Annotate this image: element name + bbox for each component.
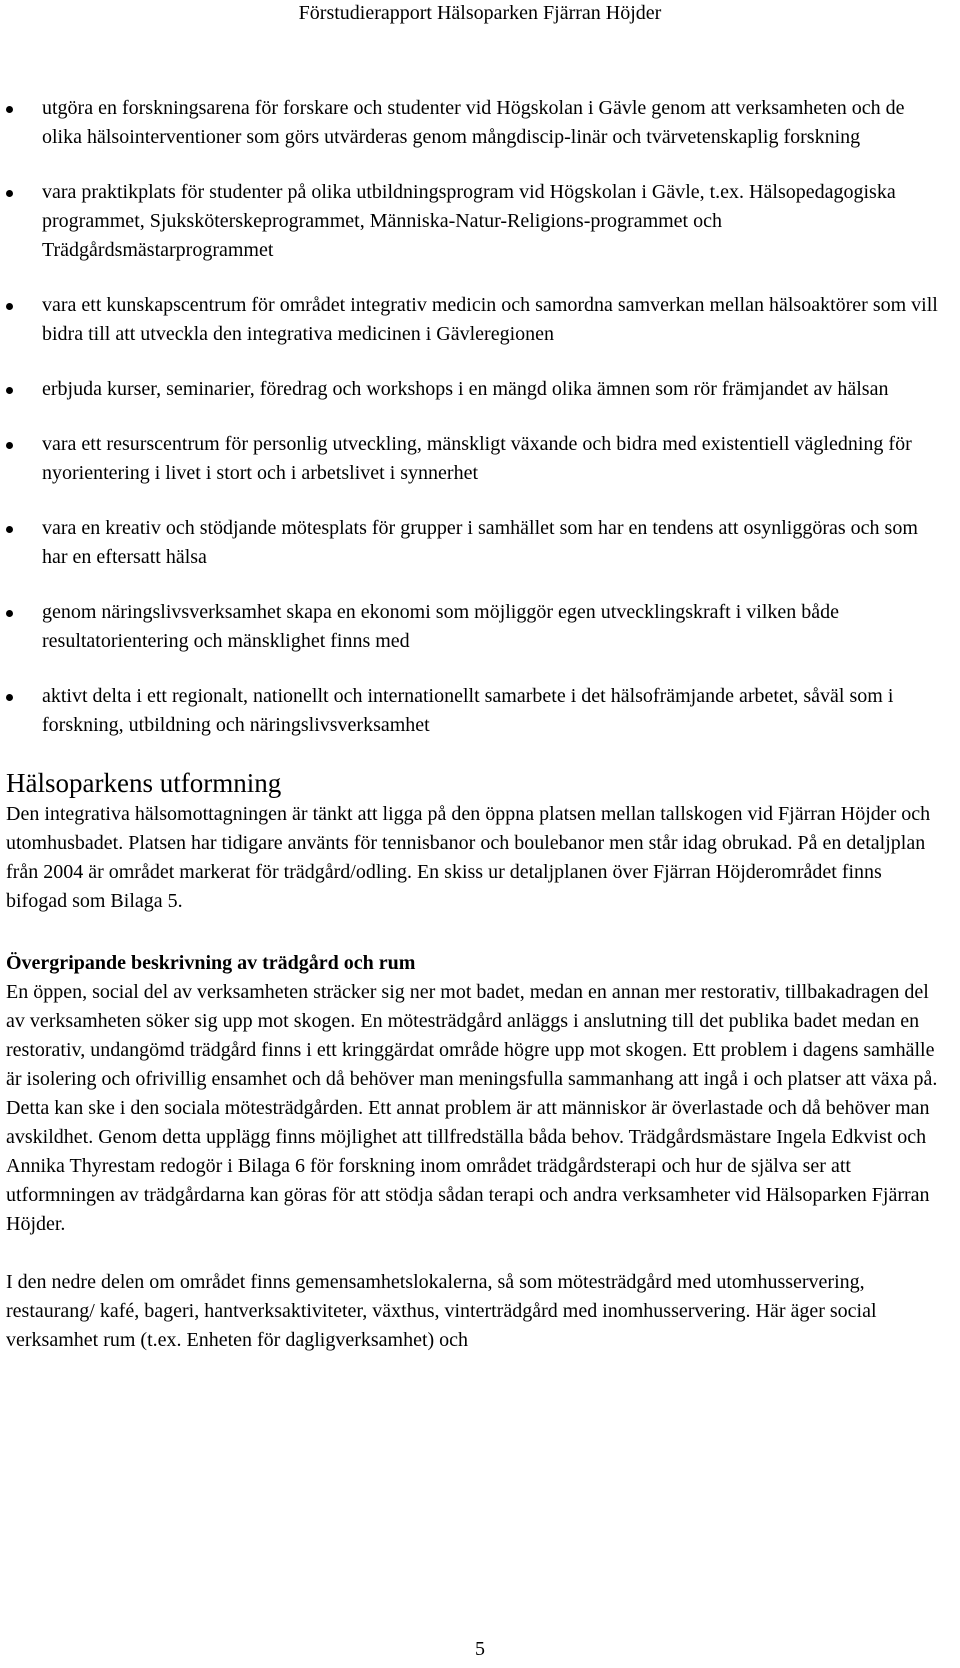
bullet-icon bbox=[6, 387, 13, 394]
list-item: genom näringslivsverksamhet skapa en ekonomi som möjliggör egen utvecklingskraft i vilken både resultatorientering och mänsklighet finns med bbox=[6, 598, 946, 656]
bullet-icon bbox=[6, 694, 13, 701]
list-item: vara ett kunskapscentrum för området integrativ medicin och samordna samverkan mellan hälsoaktörer som vill bidra till att utveckla den integrativa medicinen i Gävleregionen bbox=[6, 291, 946, 349]
section-paragraph: Den integrativa hälsomottagningen är tänkt att ligga på den öppna platsen mellan tallskogen vid Fjärran Höjder och utomhusbadet. Platsen har tidigare använts för tennisbanor och boulebanor men står idag obrukad. På en detaljplan från 2004 är området markerat för trädgård/odling. En skiss ur detaljplanen över Fjärran Höjderområdet finns bifogad som Bilaga 5. bbox=[6, 803, 931, 912]
bullet-icon bbox=[6, 106, 13, 113]
page-number: 5 bbox=[475, 1638, 485, 1660]
section-heading-utformning: Hälsoparkens utformning bbox=[6, 768, 282, 798]
list-item: utgöra en forskningsarena för forskare och studenter vid Högskolan i Gävle genom att verksamheten och de olika hälsointerventioner som görs utvärderas genom mångdiscip-linär och tvärvetenskaplig forskning bbox=[6, 94, 946, 152]
section-paragraph: En öppen, social del av verksamheten sträcker sig ner mot badet, medan en annan mer restorativ, tillbakadragen del av verksamheten söker sig upp mot skogen. En mötesträdgård anläggs i anslutning till det publika badet medan en restorativ, undangömd trädgård finns i ett kringgärdat område högre upp mot skogen. Ett problem i dagens samhälle är isolering och ofrivillig ensamhet och då behöver man meningsfulla sammanhang att ingå i och platser att växa på. Detta kan ske i den sociala mötesträdgården. Ett annat problem är att människor är överlastade och då behöver man avskildhet. Genom detta upplägg finns möjlighet att tillfredställa båda behov. Trädgårdsmästare Ingela Edkvist och Annika Thyrestam redogör i Bilaga 6 för forskning inom området trädgårdsterapi och hur de själva ser att utformningen av trädgårdarna kan göras för att stödja sådan terapi och andra verksamheter vid Hälsoparken Fjärran Höjder. bbox=[6, 981, 938, 1235]
list-item: aktivt delta i ett regionalt, nationellt och internationellt samarbete i det hälsofrämjande arbetet, såväl som i forskning, utbildning och näringslivsverksamhet bbox=[6, 682, 946, 740]
list-item: vara ett resurscentrum för personlig utveckling, mänskligt växande och bidra med existentiell vägledning för nyorientering i livet i stort och i arbetslivet i synnerhet bbox=[6, 430, 946, 488]
bullet-icon bbox=[6, 526, 13, 533]
page-header: Förstudierapport Hälsoparken Fjärran Höjder bbox=[298, 2, 662, 24]
goal-list bbox=[6, 94, 946, 740]
section-paragraph: I den nedre delen om området finns gemensamhetslokalerna, så som mötesträdgård med utomhusservering, restaurang/ kafé, bageri, hantverksaktiviteter, växthus, vinterträdgård med inomhusservering. Här äger social verksamhet rum (t.ex. Enheten för dagligverksamhet) och bbox=[6, 1271, 877, 1351]
list-item: vara praktikplats för studenter på olika utbildningsprogram vid Högskolan i Gävle, t.ex. Hälsopedagogiska programmet, Sjuksköterskeprogrammet, Människa-Natur-Religions-programmet och Trädgårdsmästarprogrammet bbox=[6, 178, 946, 265]
bullet-icon bbox=[6, 610, 13, 617]
subsection-heading: Övergripande beskrivning av trädgård och rum bbox=[6, 952, 416, 974]
document-body bbox=[6, 94, 946, 1355]
bullet-icon bbox=[6, 303, 13, 310]
bullet-icon bbox=[6, 190, 13, 197]
bullet-icon bbox=[6, 442, 13, 449]
list-item: erbjuda kurser, seminarier, föredrag och workshops i en mängd olika ämnen som rör främjandet av hälsan bbox=[6, 375, 946, 404]
list-item: vara en kreativ och stödjande mötesplats för grupper i samhället som har en tendens att osynliggöras och som har en eftersatt hälsa bbox=[6, 514, 946, 572]
